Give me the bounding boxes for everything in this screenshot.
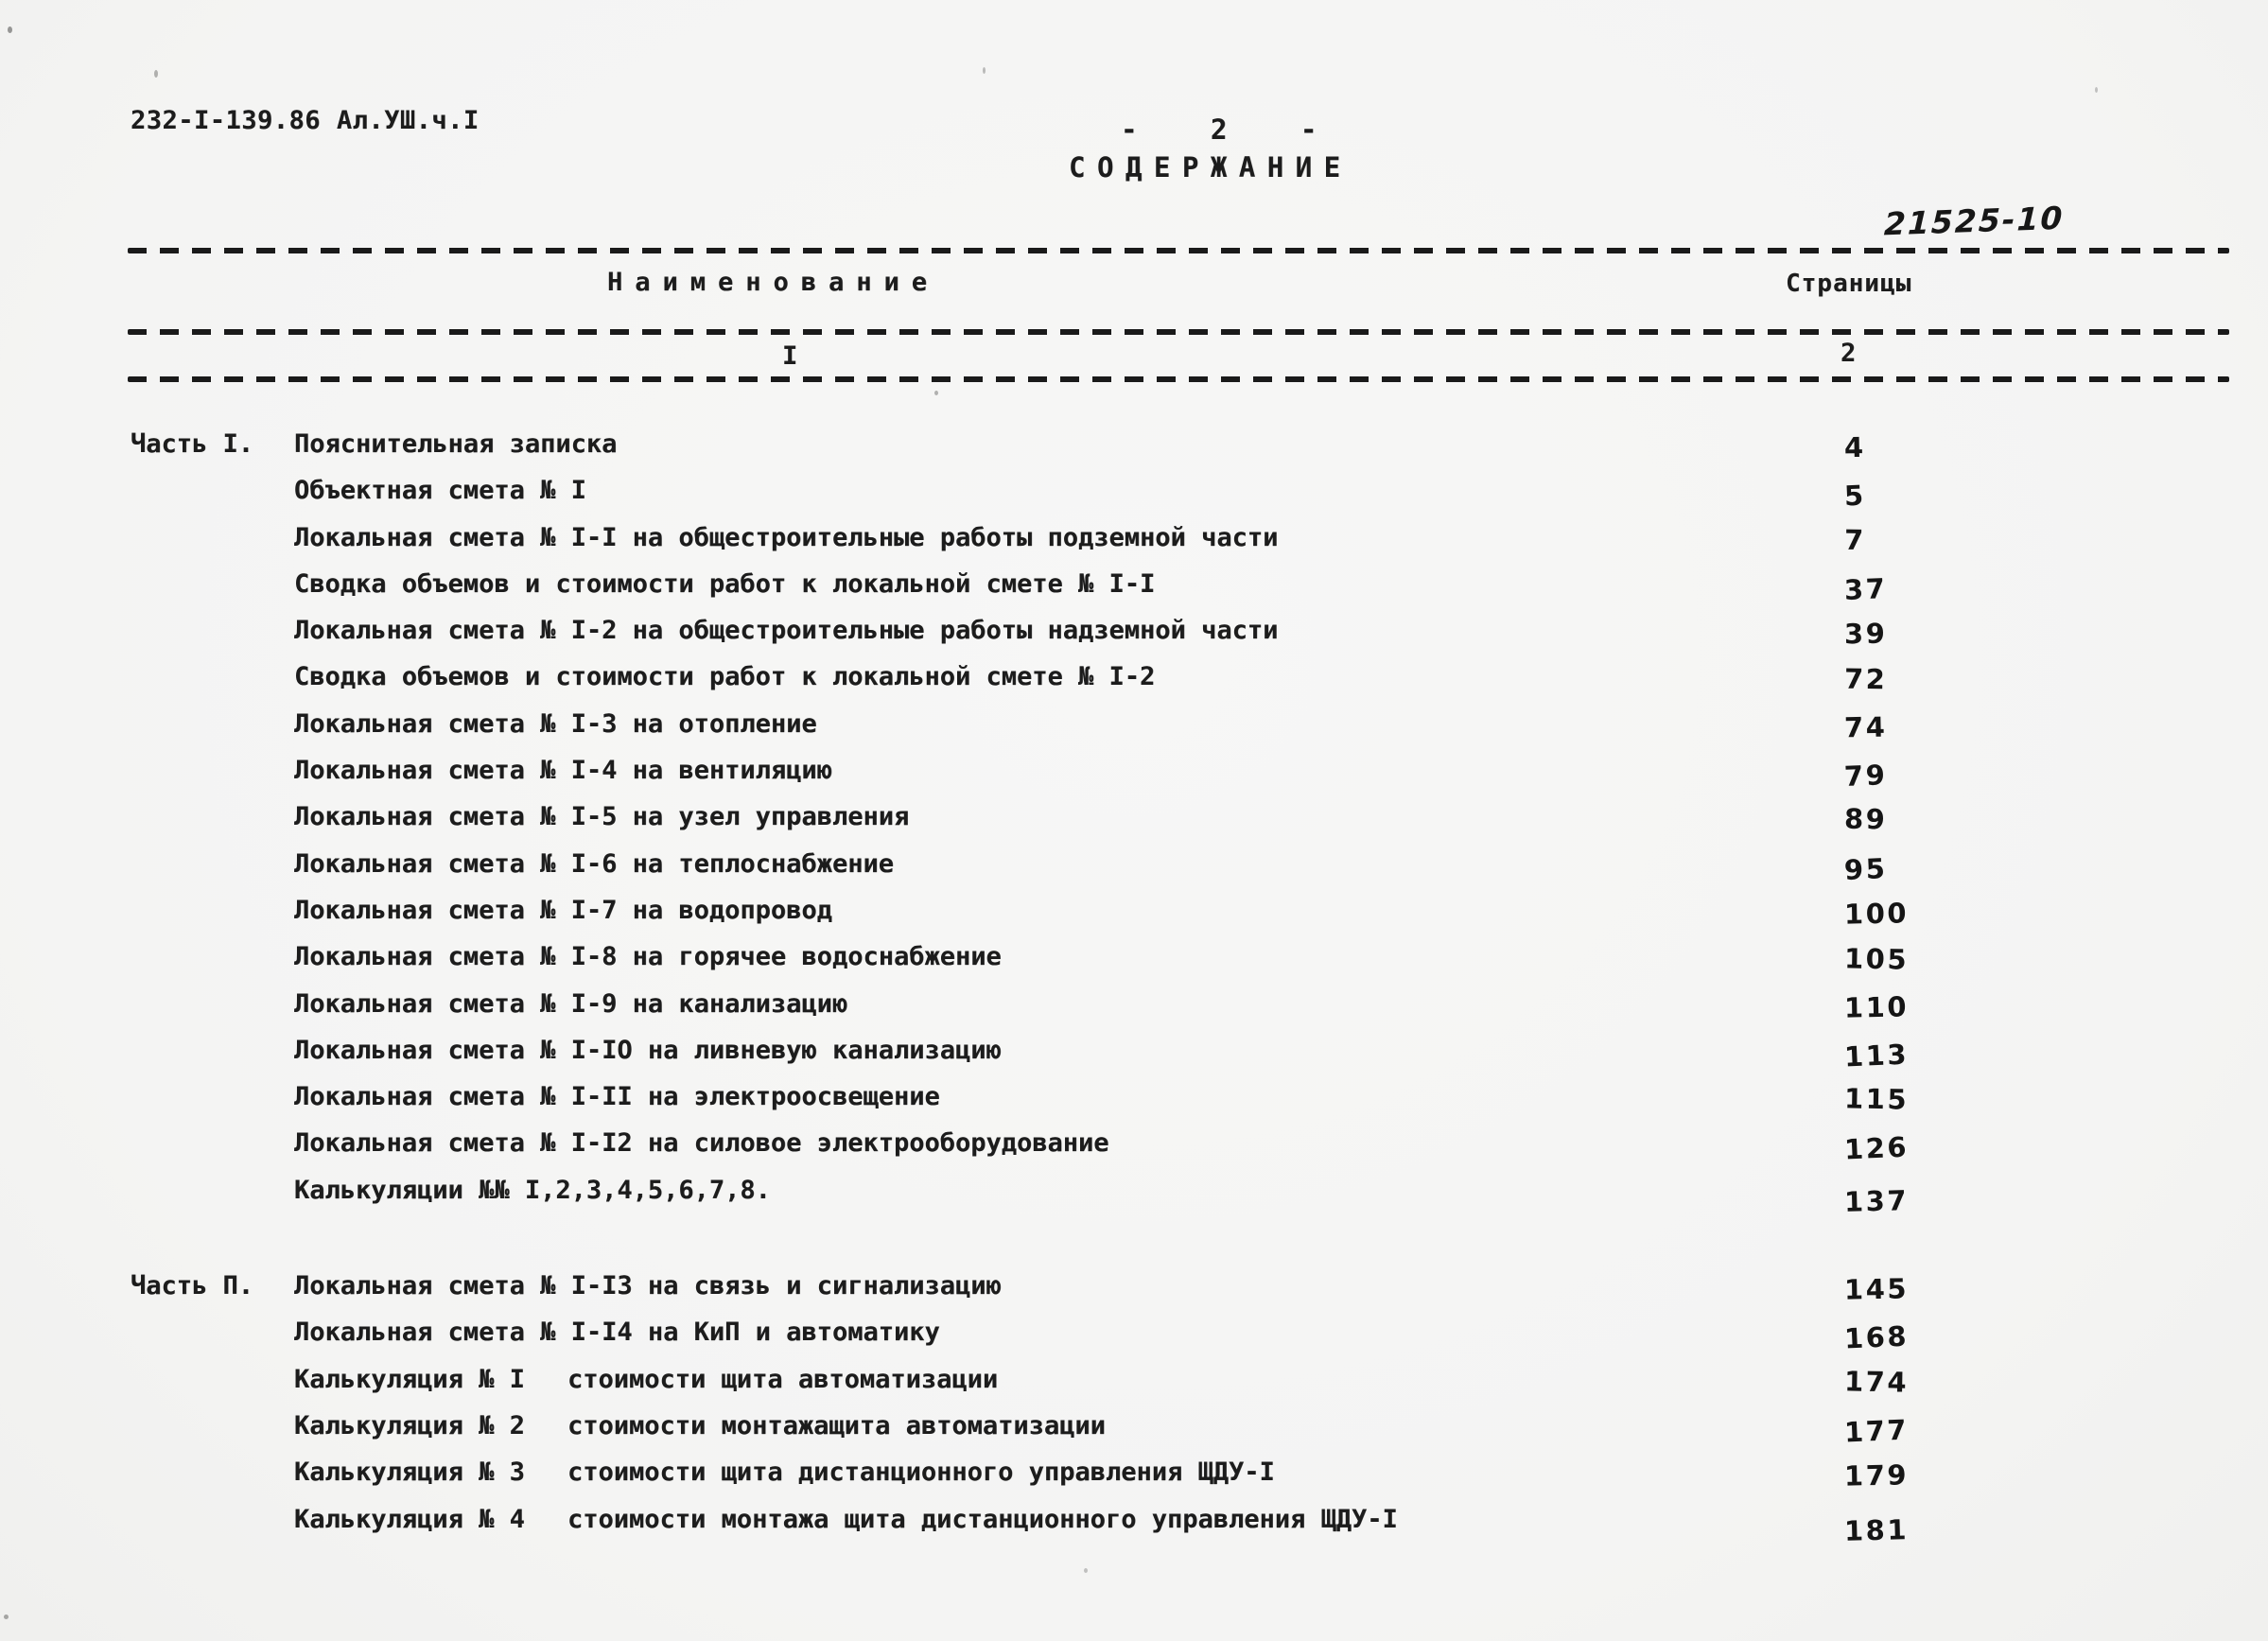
item-title: Локальная смета № I-I2 на силовое электрооборудование	[294, 1128, 1109, 1159]
dashed-rule-middle	[128, 329, 2229, 335]
scan-speck	[983, 67, 986, 74]
column-header-name: Наименование	[607, 268, 940, 297]
scan-speck	[4, 1615, 9, 1619]
toc-row	[0, 1403, 2268, 1449]
part-label: Часть I.	[131, 429, 254, 459]
scan-speck	[8, 26, 12, 33]
item-page-number: 174	[1843, 1365, 1910, 1399]
page-number: - 2 -	[1121, 113, 1346, 146]
item-page-number: 110	[1843, 989, 1910, 1024]
item-title: Локальная смета № I-2 на общестроительные работы надземной части	[294, 616, 1279, 646]
toc-row	[0, 607, 2268, 654]
column-index-name: I	[782, 341, 798, 371]
toc-row	[0, 934, 2268, 980]
item-description: стоимости щита дистанционного управления ЩДУ-I	[567, 1458, 1275, 1488]
toc-row	[0, 887, 2268, 934]
page-title: СОДЕРЖАНИЕ	[1069, 151, 1352, 183]
item-page-number: 37	[1843, 571, 1889, 606]
toc-row	[0, 561, 2268, 607]
item-page-number: 181	[1843, 1512, 1910, 1547]
toc-rows	[0, 421, 2268, 1547]
toc-row	[0, 1027, 2268, 1074]
toc-row	[0, 1074, 2268, 1120]
item-title: Калькуляция № 2	[294, 1410, 525, 1440]
item-title: Локальная смета № I-I на общестроительные работы подземной части	[294, 522, 1279, 552]
item-title: Локальная смета № I-7 на водопровод	[294, 895, 832, 925]
item-page-number: 145	[1843, 1272, 1910, 1306]
toc-row	[0, 747, 2268, 794]
item-page-number: 115	[1843, 1082, 1910, 1116]
item-title: Калькуляция № 4	[294, 1504, 525, 1534]
toc-row	[0, 1356, 2268, 1403]
dashed-rule-bottom	[128, 376, 2229, 382]
handwritten-stamp-number: 21525-10	[1883, 199, 2066, 243]
item-page-number: 113	[1843, 1038, 1910, 1074]
item-page-number: 79	[1843, 759, 1889, 794]
item-page-number: 100	[1843, 897, 1910, 931]
item-title: Локальная смета № I-3 на отопление	[294, 708, 817, 739]
toc-row	[0, 701, 2268, 747]
scan-speck	[2095, 87, 2098, 93]
toc-section	[0, 421, 2268, 1218]
item-description: стоимости монтажа щита дистанционного управления ЩДУ-I	[567, 1504, 1398, 1534]
item-title: Локальная смета № I-II на электроосвещение	[294, 1082, 940, 1112]
part-label: Часть П.	[131, 1271, 254, 1301]
item-page-number: 179	[1843, 1458, 1910, 1493]
toc-row	[0, 421, 2268, 467]
toc-row	[0, 515, 2268, 561]
document-code: 232-I-139.86 Ал.УШ.ч.I	[131, 106, 480, 135]
toc-row	[0, 981, 2268, 1027]
toc-row	[0, 1120, 2268, 1166]
scan-speck	[1084, 1568, 1088, 1573]
item-title: Пояснительная записка	[294, 429, 618, 459]
dashed-rule-top	[128, 248, 2229, 253]
toc-row	[0, 1263, 2268, 1309]
item-title: Калькуляция № 3	[294, 1458, 525, 1488]
item-title: Локальная смета № I-4 на вентиляцию	[294, 756, 832, 786]
scan-speck	[154, 70, 158, 78]
item-page-number: 74	[1843, 710, 1888, 744]
item-description: стоимости щита автоматизации	[567, 1364, 999, 1394]
item-page-number: 137	[1843, 1183, 1910, 1218]
item-page-number: 72	[1843, 663, 1888, 696]
column-header-pages: Страницы	[1786, 270, 1912, 298]
item-title: Сводка объемов и стоимости работ к локальной смете № I-I	[294, 568, 1156, 599]
item-page-number: 177	[1843, 1413, 1910, 1449]
item-description: стоимости монтажащита автоматизации	[567, 1410, 1106, 1440]
toc-row	[0, 1496, 2268, 1547]
item-page-number: 39	[1843, 617, 1888, 651]
item-page-number: 89	[1843, 802, 1888, 836]
item-page-number: 168	[1843, 1319, 1910, 1355]
item-title: Объектная смета № I	[294, 476, 586, 506]
item-title: Локальная смета № I-8 на горячее водоснабжение	[294, 942, 1002, 972]
item-page-number: 7	[1843, 523, 1866, 556]
toc-row	[0, 654, 2268, 700]
item-page-number: 105	[1843, 942, 1910, 976]
item-title: Сводка объемов и стоимости работ к локальной смете № I-2	[294, 662, 1156, 692]
item-title: Локальная смета № I-6 на теплоснабжение	[294, 848, 894, 879]
scan-speck	[934, 391, 938, 395]
toc-row	[0, 1449, 2268, 1495]
item-title: Локальная смета № I-9 на канализацию	[294, 988, 848, 1019]
item-page-number: 5	[1843, 479, 1867, 513]
item-page-number: 95	[1843, 851, 1889, 886]
item-title: Локальная смета № I-5 на узел управления	[294, 802, 910, 832]
item-page-number: 4	[1843, 430, 1866, 464]
toc-row	[0, 841, 2268, 887]
item-title: Локальная смета № I-IO на ливневую канализацию	[294, 1035, 1002, 1065]
item-page-number: 126	[1843, 1130, 1910, 1166]
column-index-pages: 2	[1841, 339, 1857, 368]
item-title: Калькуляция № I	[294, 1364, 525, 1394]
toc-row	[0, 467, 2268, 514]
toc-row	[0, 1167, 2268, 1218]
toc-row	[0, 1309, 2268, 1355]
item-title: Локальная смета № I-I3 на связь и сигнализацию	[294, 1271, 1002, 1301]
toc-row	[0, 794, 2268, 840]
item-title: Локальная смета № I-I4 на КиП и автоматику	[294, 1318, 940, 1348]
toc-section	[0, 1263, 2268, 1547]
item-title: Калькуляции №№ I,2,3,4,5,6,7,8.	[294, 1175, 771, 1205]
